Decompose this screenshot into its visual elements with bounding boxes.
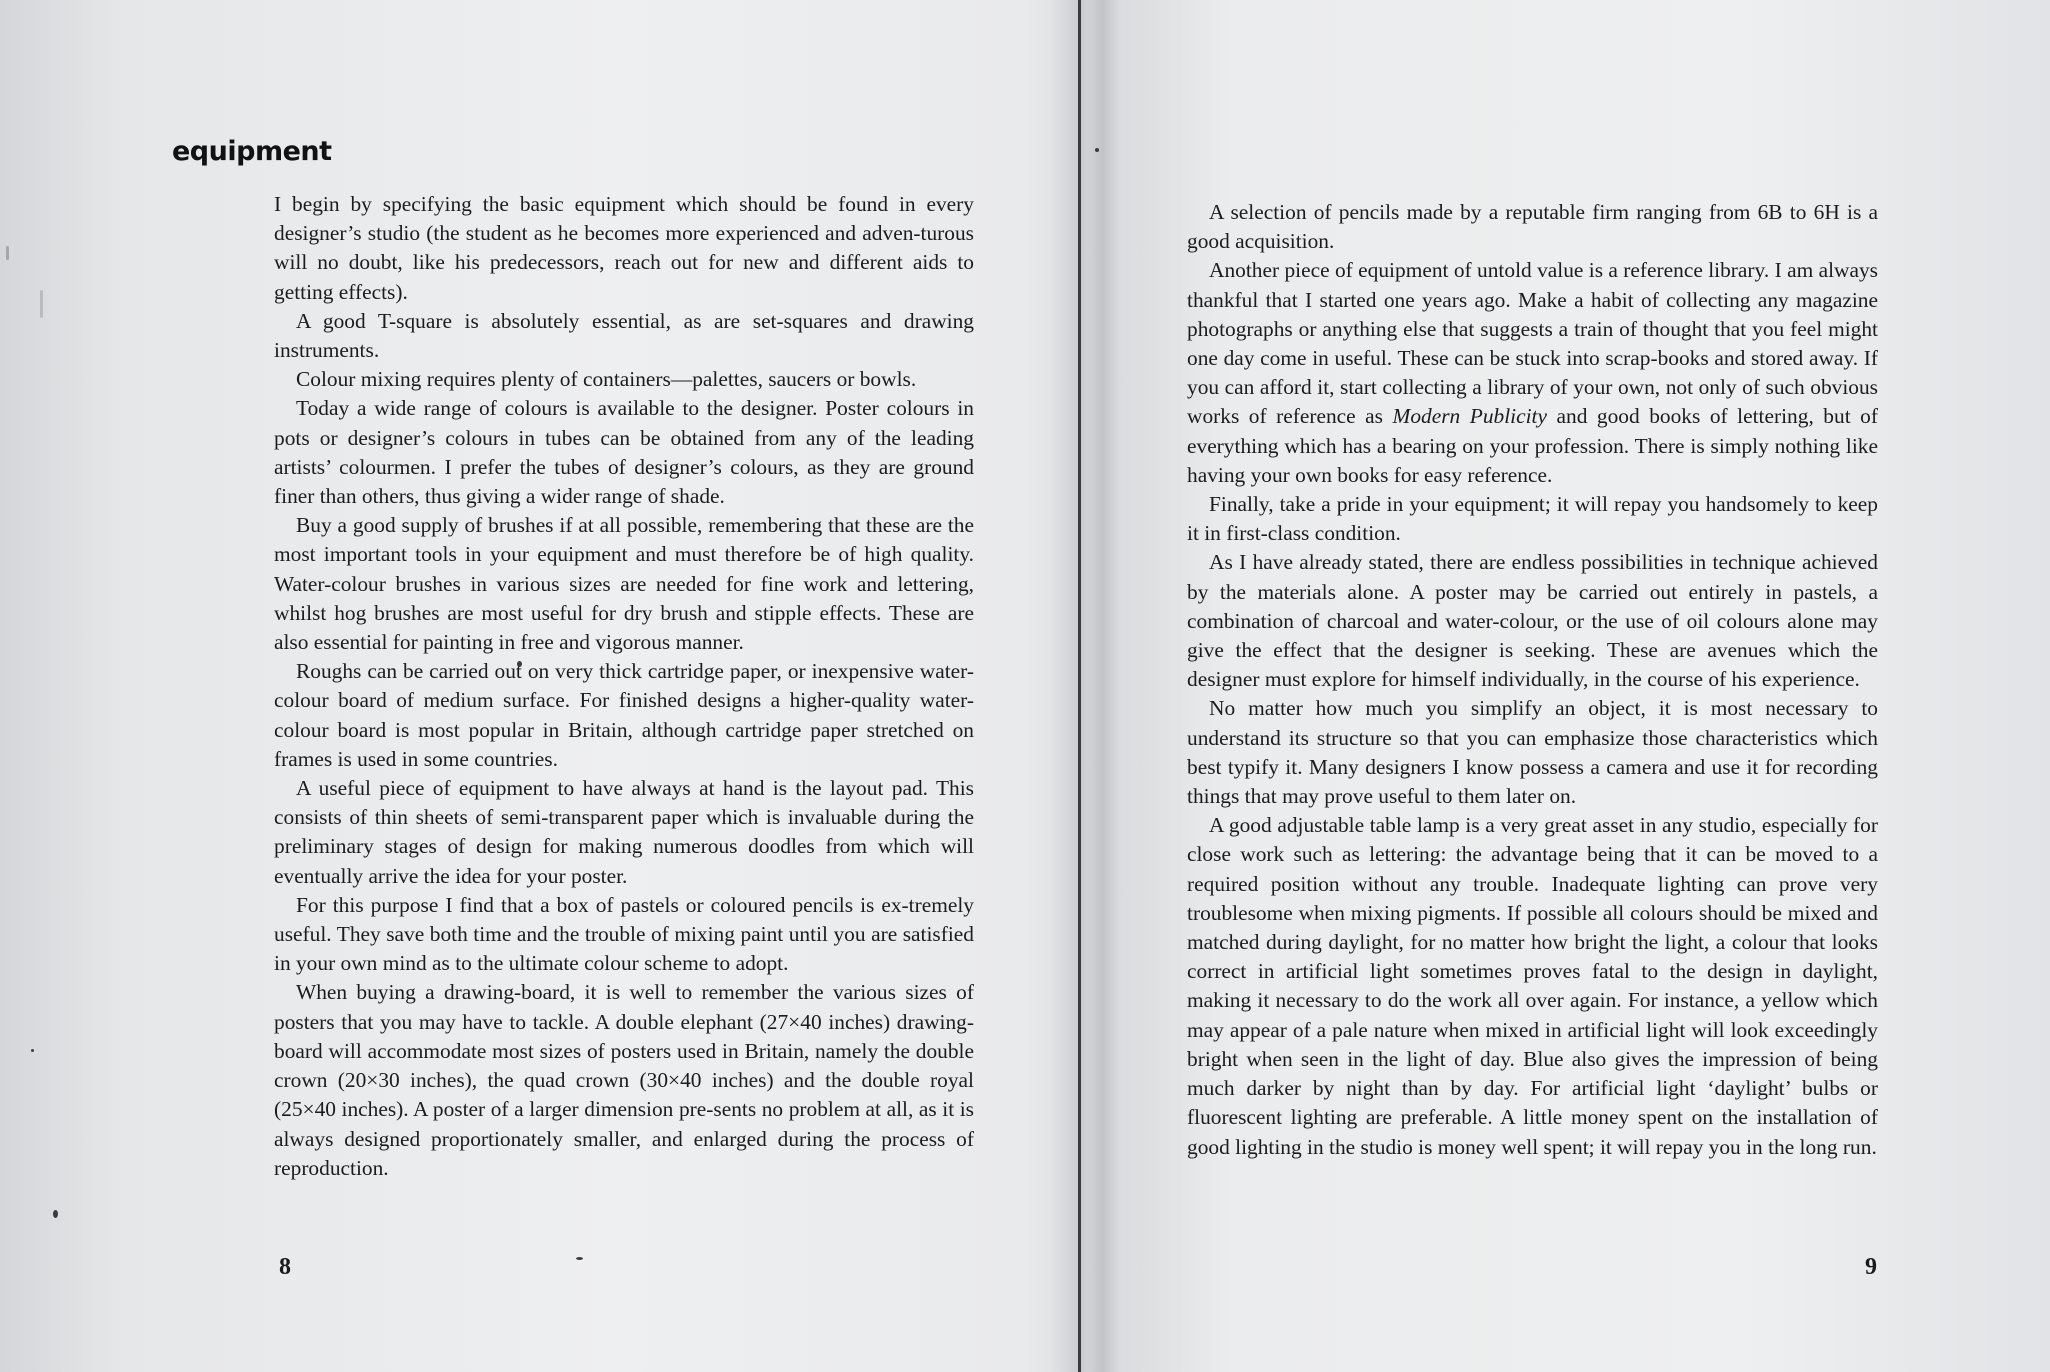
chapter-title: equipment xyxy=(172,136,332,167)
paragraph: Finally, take a pride in your equipment; it will repay you handsomely to keep it in first-class condition. xyxy=(1187,492,1878,546)
right-page-body xyxy=(1187,198,1878,1162)
paragraph: As I have already stated, there are endless possibilities in technique achieved by the materials alone. A poster may be carried out entirely in pastels, a combination of charcoal and water-colour, or the use of oil colours alone may give the effect that the designer is seeking. These are avenues which the designer must explore for himself individually, in the course of his experience. xyxy=(1187,550,1878,692)
paragraph-text: and good books of lettering, but of everything which has a bearing on your profession. There is simply nothing like having your own books for easy reference. xyxy=(1187,404,1878,487)
paragraph: Buy a good supply of brushes if at all possible, remembering that these are the most important tools in your equipment and must therefore be of high quality. Water-colour brushes in various sizes are needed for fine work and lettering, whilst hog brushes are most useful for dry brush and stipple effects. These are also essential for painting in free and vigorous manner. xyxy=(274,513,974,655)
paragraph: I begin by specifying the basic equipment which should be found in every designer’s studio (the student as he becomes more experienced and adven-turous will no doubt, like his predecessors, reach out for new and different aids to getting effects). xyxy=(274,192,974,304)
paragraph: No matter how much you simplify an object, it is most necessary to understand its structure so that you can emphasize those characteristics which best typify it. Many designers I know possess a camera and use it for recording things that may prove useful to them later on. xyxy=(1187,696,1878,809)
page-number: 8 xyxy=(279,1254,291,1280)
paragraph: A useful piece of equipment to have always at hand is the layout pad. This consists of thin sheets of semi-transparent paper which is invaluable during the preliminary stages of design for making numerous doodles from which will eventually arrive the idea for your poster. xyxy=(274,776,974,888)
paragraph-text: Another piece of equipment of untold value is a reference library. I am always thankful that I started one years ago. Make a habit of collecting any magazine photographs or anything else that suggests a train of thought that you feel might one day come in useful. These can be stuck into scrap-books and stored away. If you can afford it, start collecting a library of your own, not only of such obvious works of reference as xyxy=(1187,258,1878,429)
paragraph: When buying a drawing-board, it is well to remember the various sizes of posters that you may have to tackle. A double elephant (27×40 inches) drawing-board will accommodate most sizes of posters used in Britain, namely the double crown (20×30 inches), the quad crown (30×40 inches) and the double royal (25×40 inches). A poster of a larger dimension pre-sents no problem at all, as it is always designed proportionately smaller, and enlarged during the process of reproduction. xyxy=(274,980,974,1180)
paragraph: A selection of pencils made by a reputable firm ranging from 6B to 6H is a good acquisition. xyxy=(1187,200,1878,254)
paragraph: A good adjustable table lamp is a very great asset in any studio, especially for close work such as lettering: the advantage being that it can be moved to a required position without any trouble. Inadequate lighting can prove very troublesome when mixing pigments. If possible all colours should be mixed and matched during daylight, for no matter how bright the light, a colour that looks correct in artificial light sometimes proves fatal to the design in daylight, making it necessary to do the work all over again. For instance, a yellow which may appear of a pale nature when mixed in artificial light will look exceedingly bright when seen in the light of day. Blue also gives the impression of being much darker by night than by day. For artificial light ‘daylight’ bulbs or fluorescent lighting are preferable. A little money spent on the installation of good lighting in the studio is money well spent; it will repay you in the long run. xyxy=(1187,813,1878,1159)
paragraph xyxy=(1187,256,1878,490)
left-page-body xyxy=(274,190,974,1183)
paragraph: Today a wide range of colours is available to the designer. Poster colours in pots or designer’s colours in tubes can be obtained from any of the leading artists’ colourmen. I prefer the tubes of designer’s colours, as they are ground finer than others, thus giving a wider range of shade. xyxy=(274,396,974,509)
paragraph: Roughs can be carried out on very thick cartridge paper, or inexpensive water-colour board of medium surface. For finished designs a higher-quality water-colour board is most popular in Britain, although cartridge paper stretched on frames is used in some countries. xyxy=(274,659,974,771)
page-number: 9 xyxy=(1865,1254,1877,1280)
paragraph: Colour mixing requires plenty of containers—palettes, saucers or bowls. xyxy=(296,367,917,392)
book-title-italic: Modern Publicity xyxy=(1392,404,1547,429)
paragraph: A good T-square is absolutely essential, as are set-squares and drawing instruments. xyxy=(274,308,974,363)
paragraph: For this purpose I find that a box of pastels or coloured pencils is ex-tremely useful. They save both time and the trouble of mixing paint until you are satisfied in your own mind as to the ultimate colour scheme to adopt. xyxy=(274,892,974,976)
